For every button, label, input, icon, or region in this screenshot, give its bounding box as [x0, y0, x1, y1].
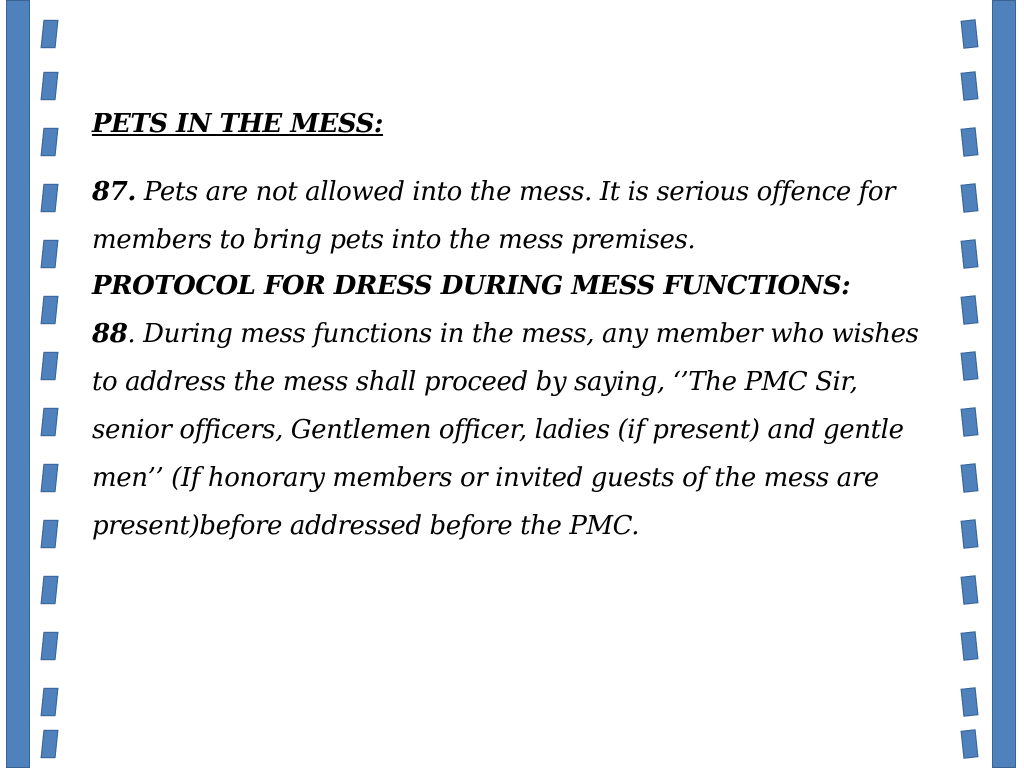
paragraph-text: . During mess functions in the mess, any member who wishes to address the mess shall proceed by saying, ‘’The PMC Sir, senior officers, Gentlemen officer, ladies (if present) and gentle men’’ (If honorary members or invited guests of the mess are present)before addressed before the PMC. [92, 319, 919, 542]
perforation [961, 687, 979, 716]
perforation [41, 464, 59, 492]
perforation [961, 519, 979, 548]
left-strip-bar [6, 0, 30, 768]
section-heading-pets: PETS IN THE MESS: [92, 109, 383, 139]
perforation [41, 240, 59, 268]
section-heading-protocol: PROTOCOL FOR DRESS DURING MESS FUNCTIONS: [92, 270, 851, 301]
paragraph-88 [92, 310, 942, 550]
right-strip-bar [992, 0, 1016, 768]
perforation [41, 296, 59, 324]
paragraph-number: 88 [92, 319, 128, 350]
perforation [961, 71, 979, 100]
perforation [961, 463, 979, 492]
perforation [41, 72, 59, 100]
perforation [41, 20, 59, 48]
paragraph-number: 87. [92, 176, 137, 207]
perforation [961, 407, 979, 436]
perforation [41, 576, 59, 604]
perforation [41, 352, 59, 380]
perforation [41, 730, 59, 758]
perforation [961, 19, 979, 48]
perforation [41, 632, 59, 660]
perforation [961, 295, 979, 324]
perforation [41, 688, 59, 716]
left-film-strip [0, 0, 34, 768]
paragraph-text: Pets are not allowed into the mess. It is serious offence for members to bring pets into the mess premises. [92, 176, 896, 255]
perforation [961, 127, 979, 156]
perforation [961, 351, 979, 380]
perforation [41, 184, 59, 212]
perforation [961, 729, 979, 758]
perforation [41, 408, 59, 436]
perforation [41, 520, 59, 548]
perforation [961, 239, 979, 268]
paragraph-87 [92, 168, 942, 264]
perforation [961, 631, 979, 660]
perforation [961, 183, 979, 212]
perforation [41, 128, 59, 156]
slide-content [92, 108, 942, 554]
perforation [961, 575, 979, 604]
